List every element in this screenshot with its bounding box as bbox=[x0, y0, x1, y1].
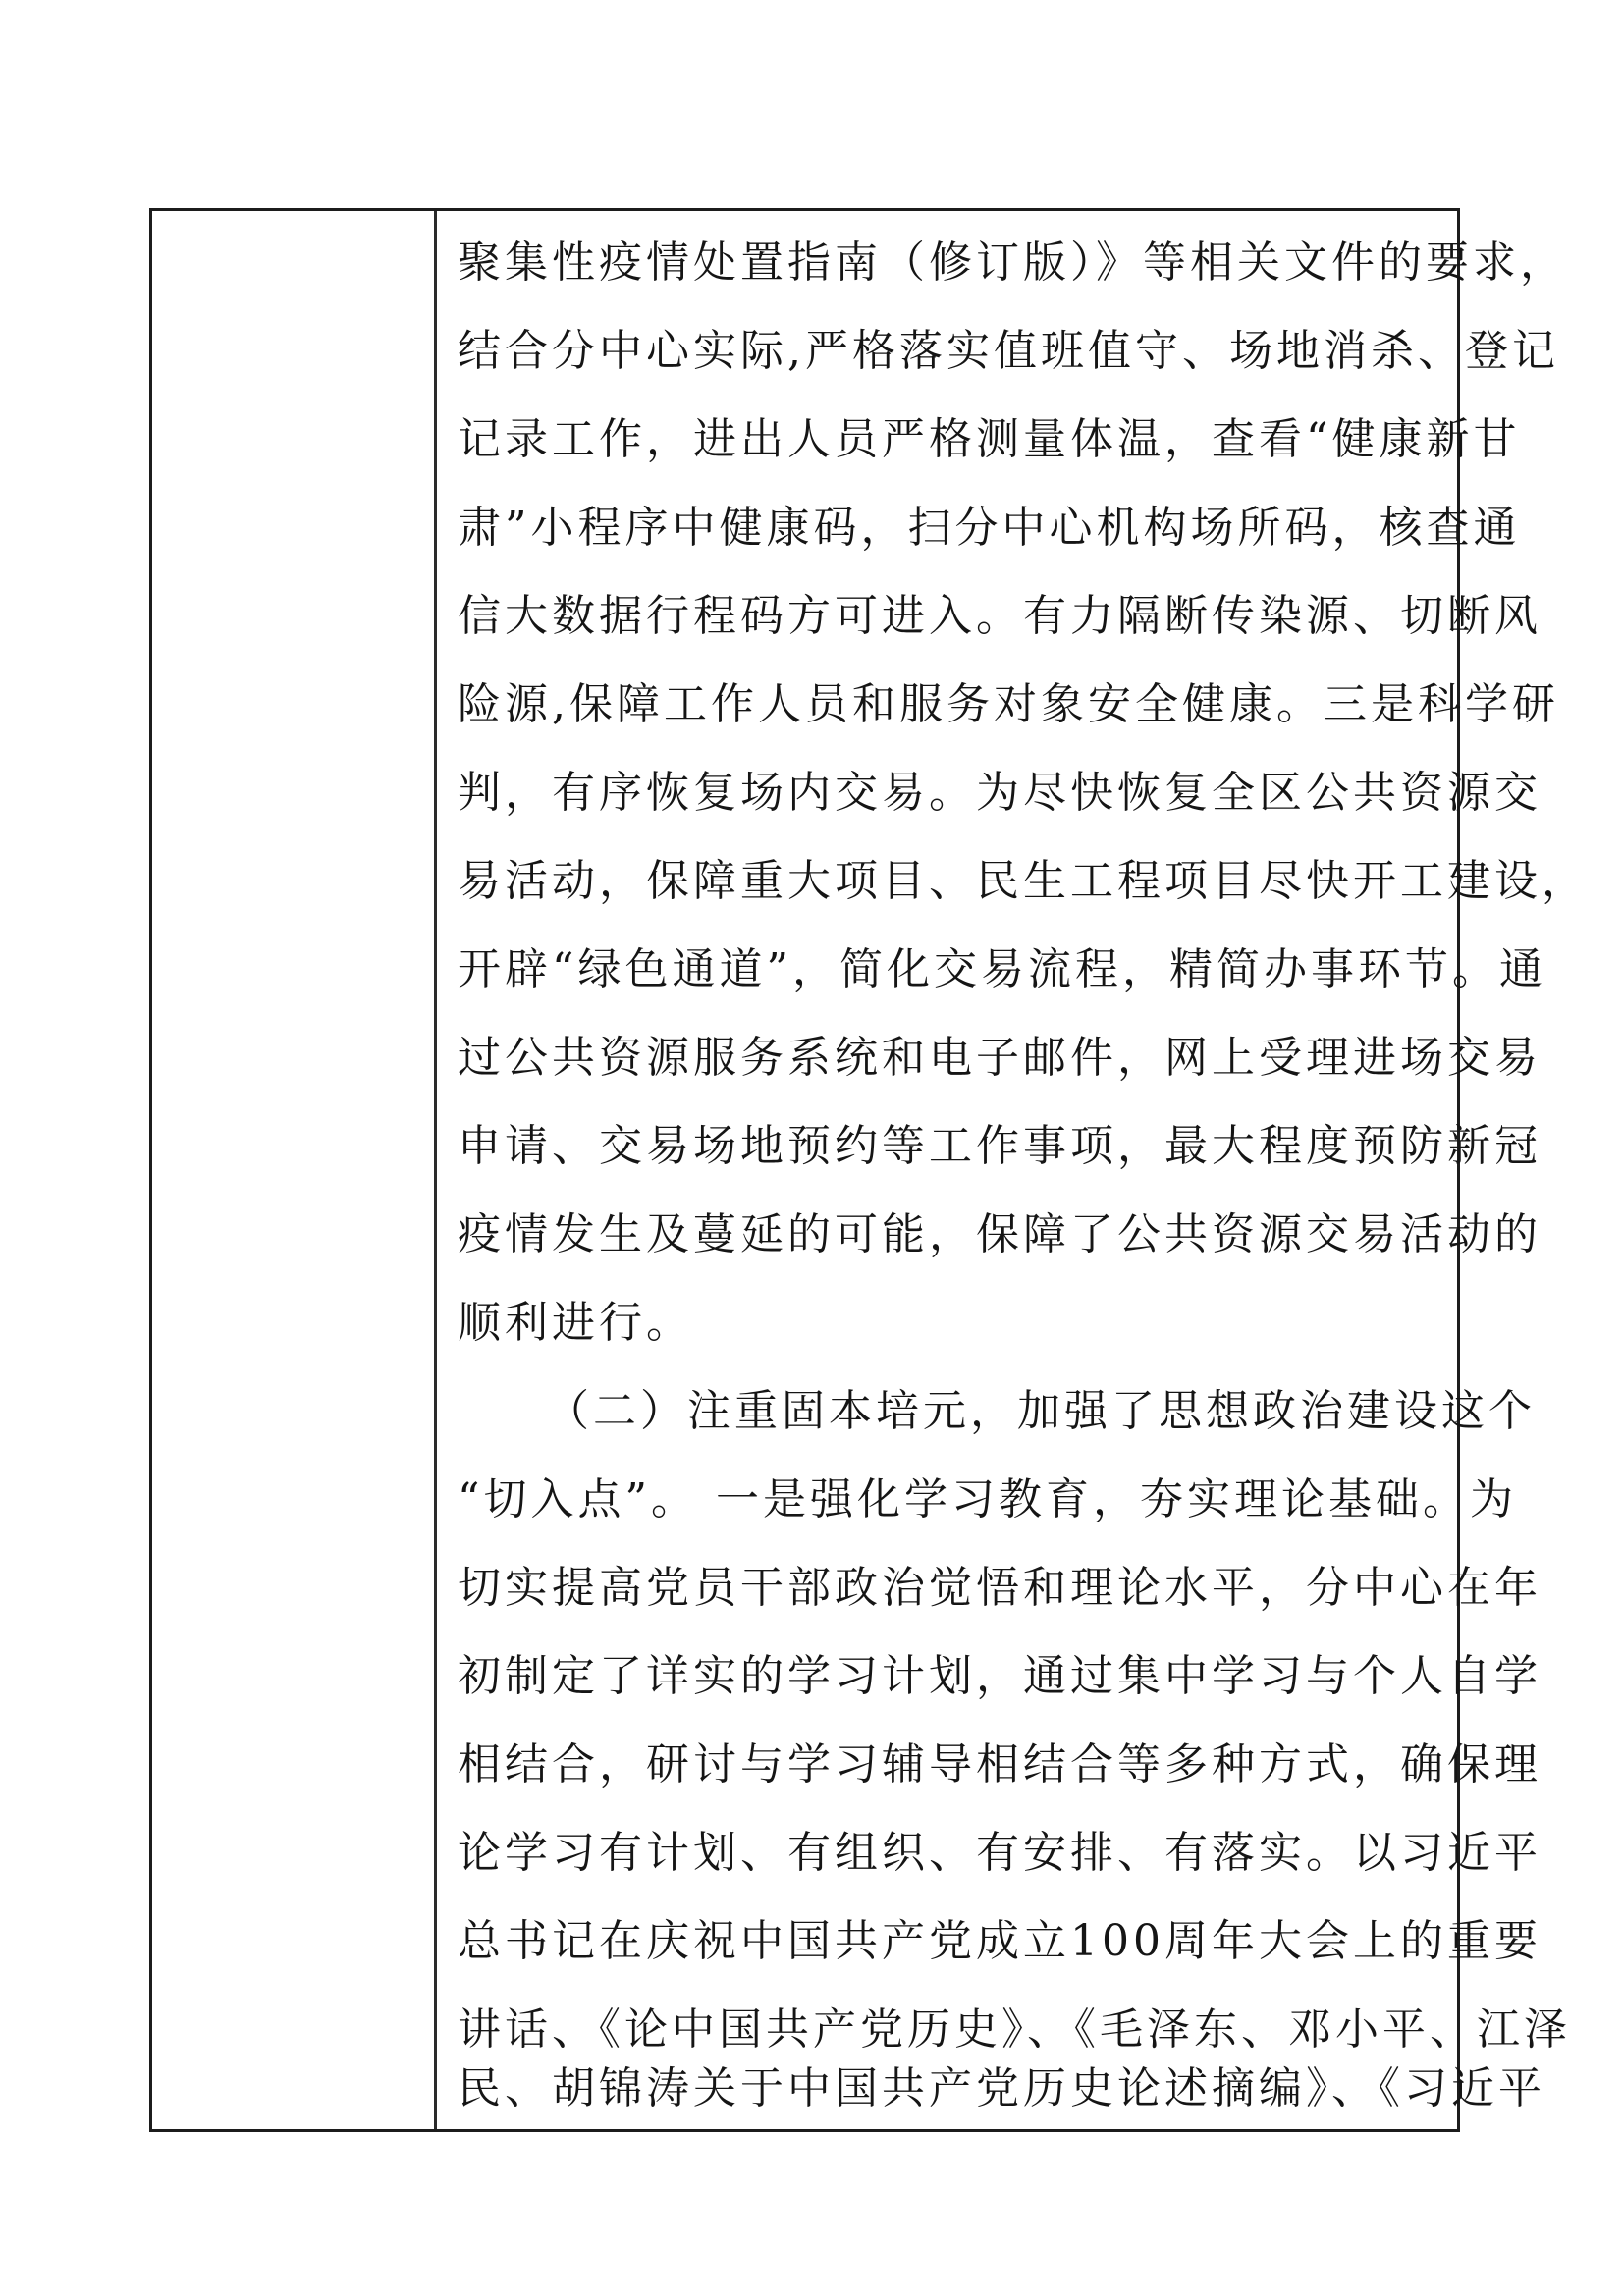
text-line: 讲话、《论中国共产党历史》、《毛泽东、邓小平、江泽 bbox=[458, 2004, 1571, 2055]
text-line: 险源,保障工作人员和服务对象安全健康。三是科学研 bbox=[458, 679, 1559, 729]
text-line: 疫情发生及蔓延的可能，保障了公共资源交易活动的 bbox=[458, 1209, 1542, 1259]
text-line: 肃”小程序中健康码，扫分中心机构场所码，核查通 bbox=[458, 503, 1521, 553]
text-line: 开辟“绿色通道”，简化交易流程，精简办事环节。通 bbox=[458, 944, 1546, 994]
text-line: 申请、交易场地预约等工作事项，最大程度预防新冠 bbox=[458, 1121, 1542, 1171]
text-line: 结合分中心实际,严格落实值班值守、场地消杀、登记 bbox=[458, 326, 1559, 376]
text-line: 易活动，保障重大项目、民生工程项目尽快开工建设， bbox=[458, 856, 1589, 906]
text-line: 总书记在庆祝中国共产党成立100周年大会上的重要 bbox=[458, 1916, 1542, 1966]
table-content-cell bbox=[440, 211, 1589, 2129]
text-line: 切实提高党员干部政治觉悟和理论水平，分中心在年 bbox=[458, 1563, 1542, 1613]
text-line: 信大数据行程码方可进入。有力隔断传染源、切断风 bbox=[458, 591, 1542, 641]
text-line: 顺利进行。 bbox=[458, 1298, 693, 1348]
table-left-cell bbox=[152, 211, 437, 2129]
text-line: 过公共资源服务系统和电子邮件，网上受理进场交易 bbox=[458, 1033, 1542, 1083]
text-line: 论学习有计划、有组织、有安排、有落实。以习近平 bbox=[458, 1828, 1542, 1878]
text-line: 初制定了详实的学习计划，通过集中学习与个人自学 bbox=[458, 1651, 1542, 1701]
text-line: 判，有序恢复场内交易。为尽快恢复全区公共资源交 bbox=[458, 768, 1542, 818]
report-table bbox=[149, 208, 1589, 2132]
text-line: 聚集性疫情处置指南（修订版）》等相关文件的要求， bbox=[458, 238, 1567, 288]
text-line: “切入点”。 一是强化学习教育，夯实理论基础。为 bbox=[458, 1474, 1517, 1524]
section-heading-line: （二）注重固本培元，加强了思想政治建设这个 bbox=[546, 1386, 1536, 1436]
text-line: 民、胡锦涛关于中国共产党历史论述摘编》、《习近平 bbox=[458, 2063, 1545, 2113]
text-line: 相结合，研讨与学习辅导相结合等多种方式，确保理 bbox=[458, 1739, 1542, 1789]
text-line: 记录工作，进出人员严格测量体温，查看“健康新甘 bbox=[458, 414, 1521, 464]
